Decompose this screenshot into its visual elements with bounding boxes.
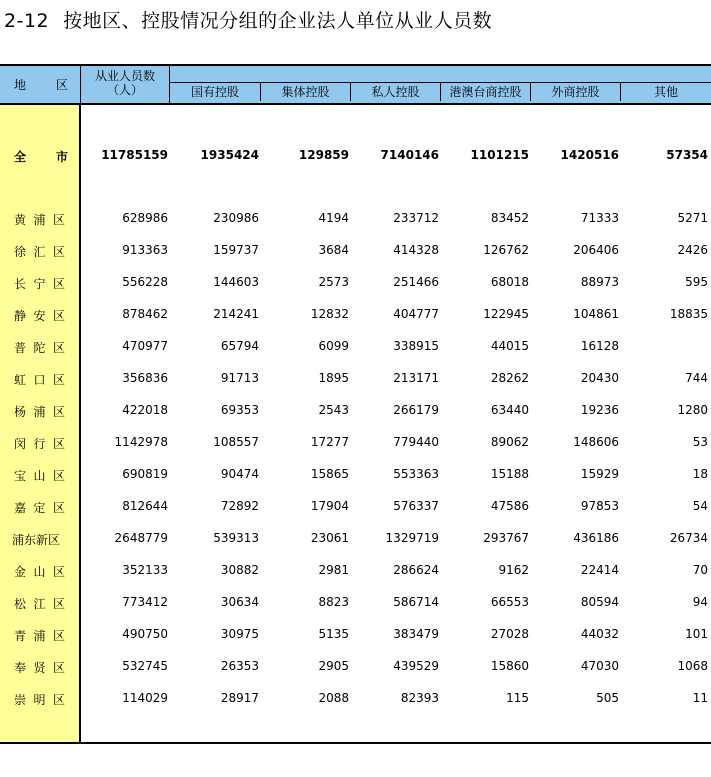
cell-collective: 23061 [310,531,349,545]
cell-state: 159737 [213,243,259,257]
cell-total: 628986 [122,211,168,225]
cell-private: 414328 [393,243,439,257]
cell-state: 28917 [220,691,259,705]
cell-collective: 2981 [318,563,349,577]
row-name: 宝山区 [14,469,70,483]
cell-private: 779440 [393,435,439,449]
cell-state: 69353 [220,403,259,417]
table-number: 2-12 [4,10,50,32]
cell-total: 490750 [122,627,168,641]
cell-private: 404777 [393,307,439,321]
cell-state: 1935424 [200,148,259,162]
cell-collective: 3684 [318,243,349,257]
cell-hk-macao-tw: 126762 [483,243,529,257]
table-row [0,208,711,228]
cell-total: 352133 [122,563,168,577]
cell-foreign: 47030 [580,659,619,673]
cell-foreign: 19236 [580,403,619,417]
header-total: 从业人员数（人） [80,66,170,103]
cell-state: 65794 [220,339,259,353]
row-name: 浦东新区 [12,533,61,547]
cell-foreign: 148606 [573,435,619,449]
cell-state: 30634 [220,595,259,609]
cell-total: 1142978 [114,435,168,449]
cell-hk-macao-tw: 47586 [490,499,529,513]
page-title [4,6,492,33]
row-name: 静安区 [14,309,70,323]
cell-private: 1329719 [385,531,439,545]
table-row [0,688,711,708]
cell-foreign: 104861 [573,307,619,321]
cell-total: 2648779 [114,531,168,545]
cell-collective: 129859 [298,148,349,162]
cell-private: 266179 [393,403,439,417]
cell-hk-macao-tw: 83452 [490,211,529,225]
cell-other: 54 [692,499,708,513]
cell-state: 539313 [213,531,259,545]
cell-total: 114029 [122,691,168,705]
header-col-foreign: 外商控股 [531,82,621,101]
table-row [0,336,711,356]
cell-total: 878462 [122,307,168,321]
row-name: 松江区 [14,597,70,611]
header-col-private: 私人控股 [351,82,441,101]
cell-hk-macao-tw: 44015 [490,339,529,353]
header-area-char2: 区 [56,78,69,92]
cell-total: 422018 [122,403,168,417]
table-row [0,528,711,548]
cell-foreign: 80594 [580,595,619,609]
cell-state: 230986 [213,211,259,225]
row-name: 普陀区 [14,341,70,355]
cell-other: 595 [685,275,708,289]
table-bottom-rule [0,742,711,744]
cell-state: 30882 [220,563,259,577]
cell-collective: 12832 [310,307,349,321]
cell-private: 251466 [393,275,439,289]
cell-state: 108557 [213,435,259,449]
table-row [0,464,711,484]
cell-foreign: 88973 [580,275,619,289]
row-name: 闵行区 [14,437,70,451]
cell-other: 94 [692,595,708,609]
row-name: 杨浦区 [14,405,70,419]
cell-collective: 17904 [310,499,349,513]
cell-hk-macao-tw: 1101215 [470,148,529,162]
table-header [0,64,711,105]
cell-total: 556228 [122,275,168,289]
cell-private: 553363 [393,467,439,481]
table-row [0,240,711,260]
cell-hk-macao-tw: 28262 [490,371,529,385]
cell-other: 70 [692,563,708,577]
header-bottom-rule [0,103,711,105]
cell-private: 586714 [393,595,439,609]
cell-other: 26734 [669,531,708,545]
row-name: 崇明区 [14,693,70,707]
table-row [0,272,711,292]
cell-hk-macao-tw: 9162 [498,563,529,577]
cell-other: 101 [685,627,708,641]
cell-total: 356836 [122,371,168,385]
column-divider [79,105,81,742]
cell-collective: 2543 [318,403,349,417]
cell-private: 383479 [393,627,439,641]
cell-private: 7140146 [380,148,439,162]
row-name: 长宁区 [14,277,70,291]
cell-other: 18835 [669,307,708,321]
cell-other: 1280 [677,403,708,417]
cell-total: 532745 [122,659,168,673]
cell-hk-macao-tw: 27028 [490,627,529,641]
cell-collective: 2088 [318,691,349,705]
cell-collective: 17277 [310,435,349,449]
cell-collective: 5135 [318,627,349,641]
table-row-total [0,145,711,165]
cell-total: 690819 [122,467,168,481]
header-col-collective: 集体控股 [261,82,351,101]
cell-private: 213171 [393,371,439,385]
cell-state: 72892 [220,499,259,513]
cell-foreign: 20430 [580,371,619,385]
table-row [0,432,711,452]
cell-other: 57354 [666,148,708,162]
cell-foreign: 505 [596,691,619,705]
cell-hk-macao-tw: 89062 [490,435,529,449]
cell-hk-macao-tw: 63440 [490,403,529,417]
cell-private: 286624 [393,563,439,577]
cell-foreign: 22414 [580,563,619,577]
cell-state: 30975 [220,627,259,641]
cell-hk-macao-tw: 66553 [490,595,529,609]
header-area [0,66,80,103]
cell-total: 11785159 [101,148,168,162]
cell-other: 1068 [677,659,708,673]
table-row [0,560,711,580]
row-name: 嘉定区 [14,501,70,515]
table-row [0,592,711,612]
table-row [0,496,711,516]
cell-total: 470977 [122,339,168,353]
cell-private: 338915 [393,339,439,353]
cell-collective: 1895 [318,371,349,385]
cell-hk-macao-tw: 115 [506,691,529,705]
cell-collective: 4194 [318,211,349,225]
header-col-hk-macao-tw: 港澳台商控股 [441,82,531,101]
cell-collective: 2573 [318,275,349,289]
cell-collective: 8823 [318,595,349,609]
row-name: 虹口区 [14,373,70,387]
cell-foreign: 15929 [580,467,619,481]
cell-total: 773412 [122,595,168,609]
header-col-other: 其他 [621,82,711,101]
cell-private: 82393 [400,691,439,705]
table-title: 按地区、控股情况分组的企业法人单位从业人员数 [63,10,493,32]
table-row [0,656,711,676]
cell-foreign: 16128 [580,339,619,353]
cell-private: 439529 [393,659,439,673]
cell-state: 214241 [213,307,259,321]
cell-private: 233712 [393,211,439,225]
row-name: 全市 [14,150,99,164]
cell-private: 576337 [393,499,439,513]
cell-hk-macao-tw: 15860 [490,659,529,673]
cell-foreign: 436186 [573,531,619,545]
row-name: 奉贤区 [14,661,70,675]
cell-foreign: 97853 [580,499,619,513]
cell-foreign: 71333 [580,211,619,225]
cell-collective: 15865 [310,467,349,481]
table-row [0,304,711,324]
cell-foreign: 44032 [580,627,619,641]
cell-other: 18 [692,467,708,481]
cell-total: 812644 [122,499,168,513]
row-name: 徐汇区 [14,245,70,259]
table-row [0,368,711,388]
cell-other: 11 [692,691,708,705]
row-name: 青浦区 [14,629,70,643]
cell-other: 744 [685,371,708,385]
cell-hk-macao-tw: 15188 [490,467,529,481]
cell-hk-macao-tw: 122945 [483,307,529,321]
cell-other: 53 [692,435,708,449]
cell-collective: 2905 [318,659,349,673]
cell-hk-macao-tw: 293767 [483,531,529,545]
region-column [0,105,99,742]
cell-total: 913363 [122,243,168,257]
header-area-char1: 地 [14,78,27,92]
cell-foreign: 1420516 [560,148,619,162]
header-col-state: 国有控股 [170,82,261,101]
cell-state: 90474 [220,467,259,481]
cell-state: 144603 [213,275,259,289]
cell-collective: 6099 [318,339,349,353]
cell-other: 5271 [677,211,708,225]
cell-hk-macao-tw: 68018 [490,275,529,289]
cell-other: 2426 [677,243,708,257]
cell-state: 26353 [220,659,259,673]
cell-state: 91713 [220,371,259,385]
table-row [0,400,711,420]
cell-foreign: 206406 [573,243,619,257]
row-name: 黄浦区 [14,213,70,227]
table-row [0,624,711,644]
row-name: 金山区 [14,565,70,579]
